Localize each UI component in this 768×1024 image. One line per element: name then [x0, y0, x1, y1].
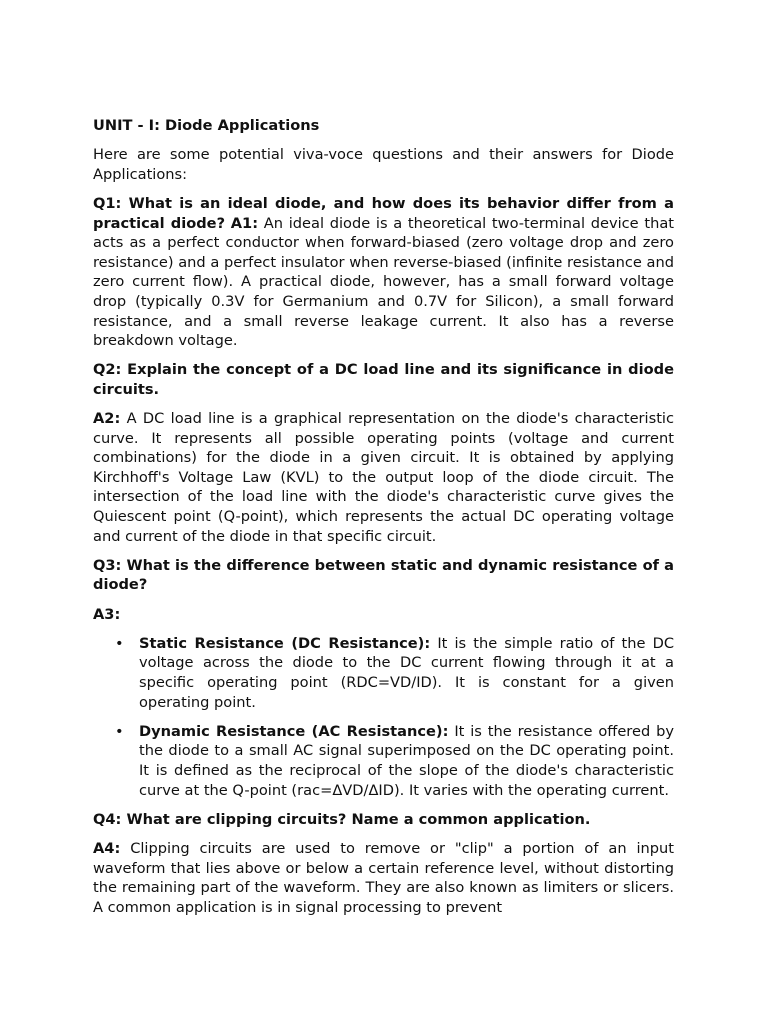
bullet-icon: •: [115, 634, 124, 652]
bullet-icon: •: [115, 722, 124, 740]
q3-question: Q3: What is the difference between static and dynamic resistance of a diode?: [93, 556, 674, 594]
q2-answer: A DC load line is a graphical representation on the diode's characteristic curve. It represents all possible operating points (voltage and current combinations) for the diode in a given circuit. It is obtained by applying Kirchhoff's Voltage Law (KVL) to the output loop of the diode circuit. The intersection of the load line with the diode's characteristic curve gives the Quiescent point (Q-point), which represents the actual DC operating voltage and current of the diode in that specific circuit.: [93, 410, 675, 545]
list-item: [115, 722, 674, 800]
list-item: [115, 634, 675, 712]
unit-title: UNIT - I: Diode Applications: [93, 117, 320, 134]
q2-answer-label: A2:: [93, 410, 121, 428]
q1-answer: An ideal diode is a theoretical two-terminal device that acts as a perfect conductor when forward-biased (zero voltage drop and zero resistance) and a perfect insulator when reverse-biased (infinite resistance and zero current flow). A practical diode, however, has a small forward voltage drop (typically 0.3V for Germanium and 0.7V for Silicon), a small forward resistance, and a small reverse leakage current. It also has a reverse breakdown voltage.: [93, 214, 674, 350]
bullet-term: Dynamic Resistance (AC Resistance):: [139, 722, 449, 740]
q1-question: Q1: What is an ideal diode, and how does its behavior differ from a practical diode?: [93, 194, 674, 232]
q4-question: Q4: What are clipping circuits? Name a common application.: [93, 810, 591, 828]
q3-answer-label: A3:: [93, 605, 121, 623]
q1-answer-label: A1:: [230, 214, 259, 232]
q2-block: [93, 409, 674, 546]
q4-answer: Clipping circuits are used to remove or "clip" a portion of an input waveform that lies above or below a certain reference level, without distorting the remaining part of the waveform. They are also known as limiters or slicers. A common application is in signal processing to prevent: [93, 839, 675, 916]
q4-answer-label: A4:: [93, 839, 121, 857]
q4-block: [93, 839, 674, 917]
q2-question: Q2: Explain the concept of a DC load line and its significance in diode circuits.: [93, 361, 674, 398]
bullet-text: It is the simple ratio of the DC voltage across the diode to the DC current flowing through it at a specific operating point (RDC=VD/ID). It is constant for a given operating point.: [139, 634, 675, 711]
q1-block: [93, 194, 674, 351]
intro-paragraph: Here are some potential viva-voce questions and their answers for Diode Applications:: [93, 146, 674, 183]
q3-bullet-list: [93, 634, 674, 800]
bullet-term: Static Resistance (DC Resistance):: [139, 634, 431, 652]
document-page: [93, 116, 674, 927]
bullet-text: It is the resistance offered by the diode to a small AC signal superimposed on the DC operating point. It is defined as the reciprocal of the slope of the diode's characteristic curve at the Q-point (rac=ΔVD/ΔID). It varies with the operating current.: [139, 722, 674, 799]
